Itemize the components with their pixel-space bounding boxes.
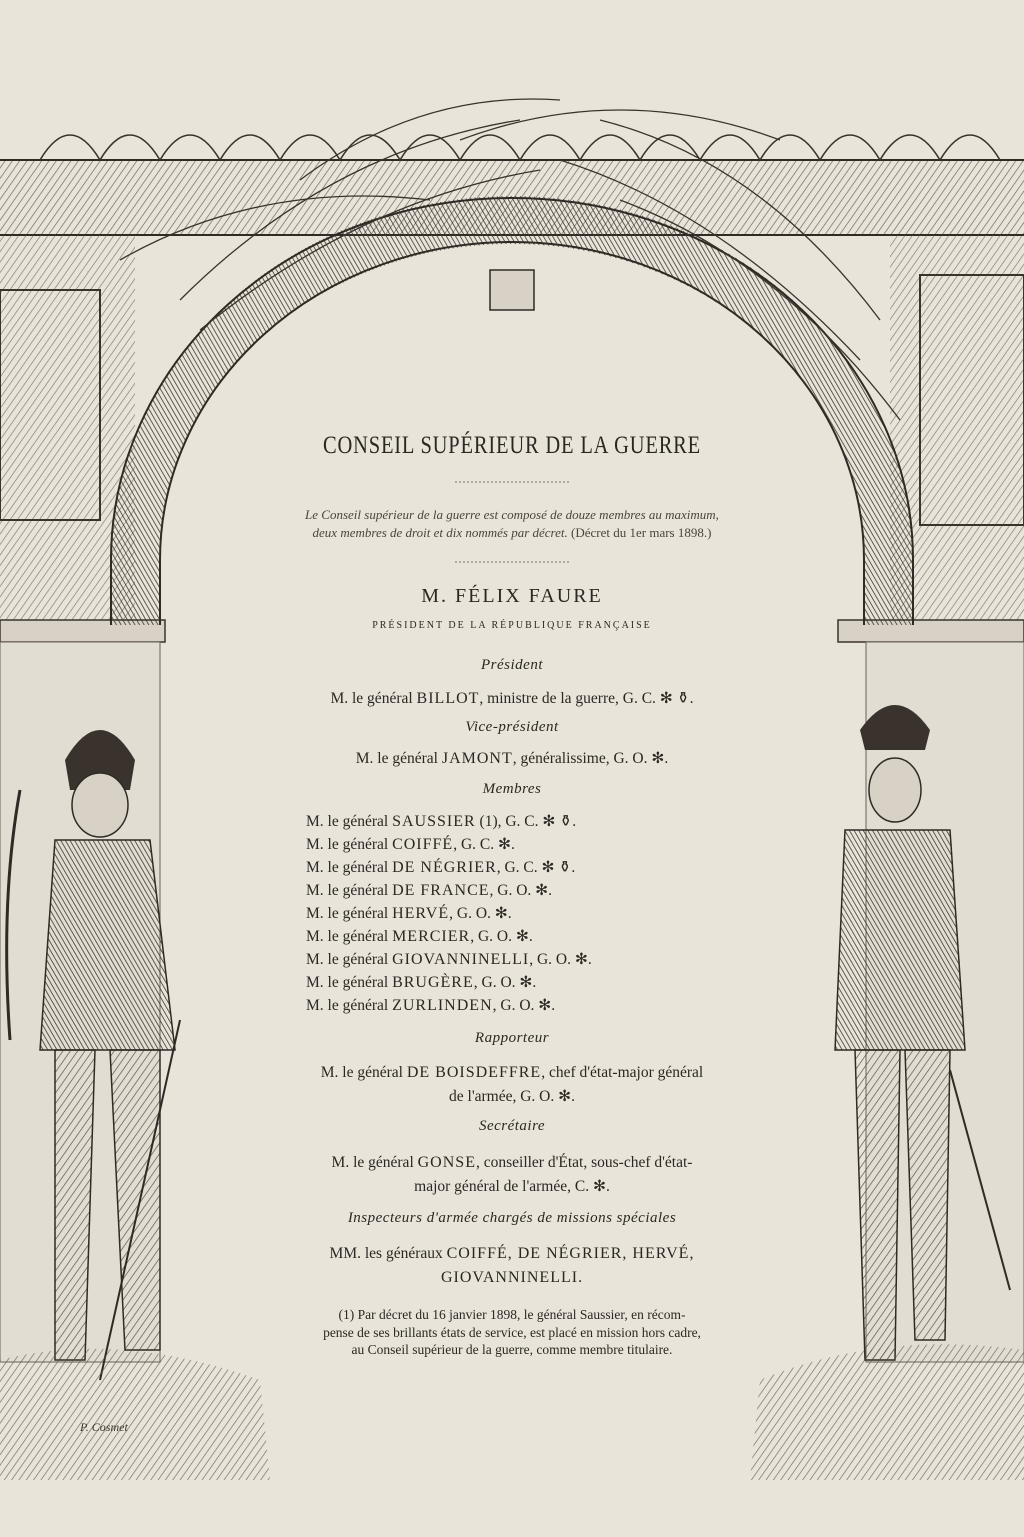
intro-text: [0, 506, 1024, 542]
member-row: M. le général COIFFÉ, G. C. ✻.: [306, 836, 515, 853]
member-row: M. le général DE FRANCE, G. O. ✻.: [306, 882, 553, 899]
member-row: M. le général SAUSSIER (1), G. C. ✻ ⚱.: [306, 813, 577, 830]
vice-president-entry-name: JAMONT: [441, 750, 513, 767]
intro-line-1: Le Conseil supérieur de la guerre est composé de douze membres au maximum,: [305, 507, 719, 522]
footnote-line-3: au Conseil supérieur de la guerre, comme membre titulaire.: [351, 1342, 673, 1357]
arch: [111, 198, 913, 625]
section-heading-vice-president: Vice-président: [465, 719, 559, 735]
president-name: M. FÉLIX FAURE: [421, 585, 603, 607]
footnote-line-1: (1) Par décret du 16 janvier 1898, le général Saussier, en récom-: [338, 1307, 686, 1322]
member-row: M. le général HERVÉ, G. O. ✻.: [306, 905, 512, 922]
section-heading-members: Membres: [482, 781, 542, 797]
vice-president-entry: M. le général JAMONT, généralissime, G. O. ✻.: [355, 750, 669, 767]
secretaire-entry-name: GONSE: [417, 1154, 476, 1171]
member-row: M. le général MERCIER, G. O. ✻.: [306, 928, 533, 945]
rapporteur-entry: M. le général DE BOISDEFFRE, chef d'état-major général de l'armée, G. O. ✻.: [320, 1064, 704, 1105]
page-title: CONSEIL SUPÉRIEUR DE LA GUERRE: [322, 432, 702, 459]
president-entry-name: BILLOT: [416, 690, 480, 707]
section-heading-rapporteur: Rapporteur: [474, 1030, 550, 1046]
member-row: M. le général DE NÉGRIER, G. C. ✻ ⚱.: [306, 859, 576, 876]
member-row: M. le général BRUGÈRE, G. O. ✻.: [306, 974, 537, 991]
intro-line-2: deux membres de droit et dix nommés par décret.: [312, 525, 568, 540]
inspecteurs-entry: MM. les généraux COIFFÉ, DE NÉGRIER, HERVÉ, GIOVANNINELLI.: [329, 1245, 695, 1286]
section-heading-secretaire: Secrétaire: [478, 1118, 546, 1134]
footnote: [252, 1306, 772, 1359]
artist-signature: P. Cosmet: [80, 1420, 128, 1434]
member-row: M. le général GIOVANNINELLI, G. O. ✻.: [306, 951, 592, 968]
intro-decree: (Décret du 1er mars 1898.): [571, 525, 712, 540]
president-entry: M. le général BILLOT, ministre de la guerre, G. C. ✻ ⚱.: [330, 690, 694, 707]
rapporteur-entry-name: DE BOISDEFFRE: [406, 1064, 542, 1081]
member-row: M. le général ZURLINDEN, G. O. ✻.: [306, 997, 556, 1014]
secretaire-entry: M. le général GONSE, conseiller d'État, sous-chef d'état- major général de l'armée, C. ✻.: [331, 1154, 693, 1195]
president-role: PRÉSIDENT DE LA RÉPUBLIQUE FRANÇAISE: [372, 620, 652, 631]
section-heading-president: Président: [481, 657, 543, 673]
section-heading-inspecteurs: Inspecteurs d'armée chargés de missions spéciales: [347, 1210, 677, 1226]
footnote-line-2: pense de ses brillants états de service, est placé en mission hors cadre,: [323, 1324, 701, 1340]
